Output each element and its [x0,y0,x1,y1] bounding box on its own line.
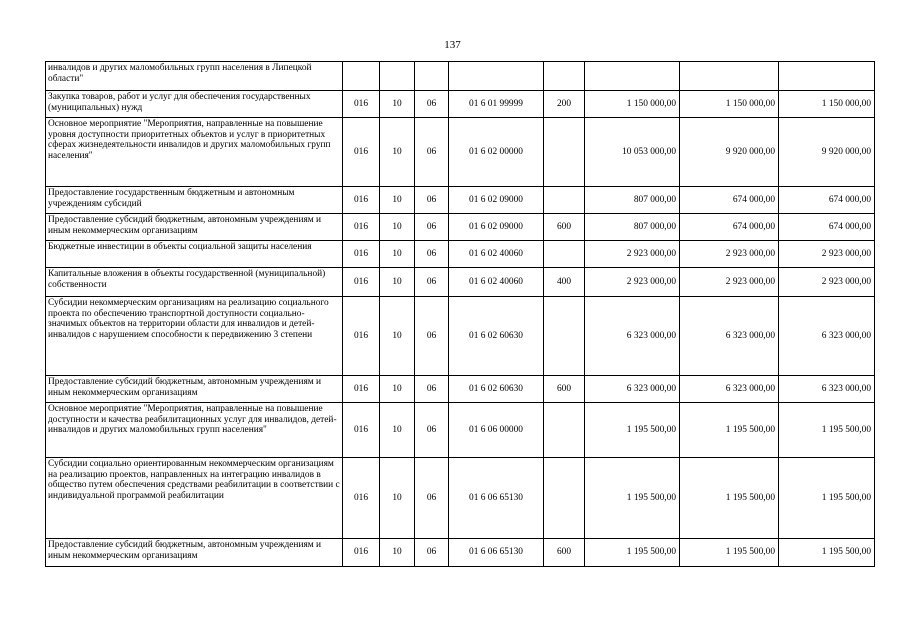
subsection-cell: 06 [415,268,449,297]
target-article-cell: 01 6 02 60630 [449,376,544,403]
amount-year1-cell: 10 053 000,00 [585,118,680,187]
amount-year2-cell: 6 323 000,00 [680,297,779,376]
amount-year2-cell: 1 150 000,00 [680,91,779,118]
table-row [46,62,875,91]
target-article-cell: 01 6 06 65130 [449,458,544,539]
table-row [46,91,875,118]
subsection-cell: 06 [415,376,449,403]
amount-year3-cell: 9 920 000,00 [779,118,875,187]
expense-name-cell: Предоставление государственным бюджетным и автономным учреждениям субсидий [46,187,343,214]
target-article-cell: 01 6 02 40060 [449,268,544,297]
ministry-code-cell: 016 [343,403,380,458]
target-article-cell: 01 6 02 40060 [449,241,544,268]
expense-type-cell: 600 [544,539,585,567]
expense-name-cell: Бюджетные инвестиции в объекты социальной защиты населения [46,241,343,268]
subsection-cell: 06 [415,118,449,187]
expense-name-cell: Основное мероприятие "Мероприятия, направленные на повышение доступности и качества реабилитационных услуг для инвалидов, детей-инвалидов и других маломобильных групп населения" [46,403,343,458]
expense-name-cell: Субсидии социально ориентированным некоммерческим организациям на реализацию проектов, направленных на интеграцию инвалидов в общество путем обеспечения средствами реабилитации в соответствии с индивидуальной программой реабилитации [46,458,343,539]
target-article-cell: 01 6 01 99999 [449,91,544,118]
amount-year3-cell: 2 923 000,00 [779,268,875,297]
table-row [46,458,875,539]
amount-year1-cell [585,62,680,91]
expense-name-cell: Предоставление субсидий бюджетным, автономным учреждениям и иным некоммерческим организациям [46,539,343,567]
amount-year3-cell: 1 195 500,00 [779,403,875,458]
expense-type-cell [544,458,585,539]
subsection-cell: 06 [415,187,449,214]
amount-year3-cell: 6 323 000,00 [779,297,875,376]
table-row [46,376,875,403]
amount-year2-cell [680,62,779,91]
table-row [46,187,875,214]
section-cell: 10 [380,539,415,567]
section-cell: 10 [380,91,415,118]
amount-year1-cell: 2 923 000,00 [585,241,680,268]
expense-type-cell [544,297,585,376]
expense-type-cell: 400 [544,268,585,297]
section-cell: 10 [380,241,415,268]
section-cell: 10 [380,214,415,241]
expense-name-cell: Закупка товаров, работ и услуг для обеспечения государственных (муниципальных) нужд [46,91,343,118]
target-article-cell: 01 6 02 60630 [449,297,544,376]
table-row [46,241,875,268]
subsection-cell: 06 [415,241,449,268]
target-article-cell: 01 6 02 09000 [449,187,544,214]
amount-year1-cell: 6 323 000,00 [585,376,680,403]
ministry-code-cell: 016 [343,241,380,268]
expense-name-cell: Субсидии некоммерческим организациям на реализацию социального проекта по обеспечению транспортной доступности социально-значимых объектов на территории области для инвалидов и детей-инвалидов с нарушением способности к передвижению 3 степени [46,297,343,376]
table-row [46,297,875,376]
subsection-cell: 06 [415,539,449,567]
amount-year1-cell: 1 195 500,00 [585,539,680,567]
subsection-cell: 06 [415,214,449,241]
subsection-cell: 06 [415,91,449,118]
expense-type-cell [544,187,585,214]
amount-year2-cell: 2 923 000,00 [680,241,779,268]
amount-year3-cell: 1 150 000,00 [779,91,875,118]
table-row [46,268,875,297]
table-row [46,403,875,458]
target-article-cell [449,62,544,91]
amount-year3-cell [779,62,875,91]
target-article-cell: 01 6 06 65130 [449,539,544,567]
ministry-code-cell: 016 [343,118,380,187]
amount-year3-cell: 674 000,00 [779,187,875,214]
expense-type-cell: 600 [544,376,585,403]
amount-year2-cell: 1 195 500,00 [680,403,779,458]
amount-year2-cell: 2 923 000,00 [680,268,779,297]
expense-type-cell: 600 [544,214,585,241]
amount-year2-cell: 1 195 500,00 [680,458,779,539]
ministry-code-cell: 016 [343,268,380,297]
page-number: 137 [444,39,461,51]
target-article-cell: 01 6 02 09000 [449,214,544,241]
expense-name-cell: Предоставление субсидий бюджетным, автономным учреждениям и иным некоммерческим организациям [46,376,343,403]
section-cell [380,62,415,91]
expense-type-cell [544,118,585,187]
amount-year3-cell: 1 195 500,00 [779,458,875,539]
expense-type-cell [544,403,585,458]
ministry-code-cell [343,62,380,91]
amount-year1-cell: 807 000,00 [585,214,680,241]
section-cell: 10 [380,403,415,458]
amount-year2-cell: 9 920 000,00 [680,118,779,187]
expense-type-cell [544,241,585,268]
amount-year2-cell: 6 323 000,00 [680,376,779,403]
ministry-code-cell: 016 [343,91,380,118]
section-cell: 10 [380,458,415,539]
section-cell: 10 [380,297,415,376]
amount-year2-cell: 1 195 500,00 [680,539,779,567]
amount-year1-cell: 1 150 000,00 [585,91,680,118]
amount-year3-cell: 1 195 500,00 [779,539,875,567]
expense-name-cell: инвалидов и других маломобильных групп населения в Липецкой области" [46,62,343,91]
subsection-cell [415,62,449,91]
amount-year1-cell: 807 000,00 [585,187,680,214]
amount-year3-cell: 6 323 000,00 [779,376,875,403]
ministry-code-cell: 016 [343,297,380,376]
amount-year3-cell: 2 923 000,00 [779,241,875,268]
amount-year2-cell: 674 000,00 [680,187,779,214]
subsection-cell: 06 [415,403,449,458]
section-cell: 10 [380,118,415,187]
ministry-code-cell: 016 [343,376,380,403]
expense-type-cell [544,62,585,91]
expense-type-cell: 200 [544,91,585,118]
amount-year1-cell: 2 923 000,00 [585,268,680,297]
ministry-code-cell: 016 [343,539,380,567]
subsection-cell: 06 [415,297,449,376]
target-article-cell: 01 6 02 00000 [449,118,544,187]
expense-name-cell: Капитальные вложения в объекты государственной (муниципальной) собственности [46,268,343,297]
section-cell: 10 [380,268,415,297]
amount-year3-cell: 674 000,00 [779,214,875,241]
table-row [46,214,875,241]
budget-table [45,61,875,567]
table-row [46,539,875,567]
ministry-code-cell: 016 [343,187,380,214]
expense-name-cell: Предоставление субсидий бюджетным, автономным учреждениям и иным некоммерческим организациям [46,214,343,241]
amount-year1-cell: 1 195 500,00 [585,403,680,458]
expense-name-cell: Основное мероприятие "Мероприятия, направленные на повышение уровня доступности приоритетных объектов и услуг в приоритетных сферах жизнедеятельности инвалидов и других маломобильных групп населения" [46,118,343,187]
section-cell: 10 [380,187,415,214]
ministry-code-cell: 016 [343,458,380,539]
amount-year1-cell: 6 323 000,00 [585,297,680,376]
amount-year2-cell: 674 000,00 [680,214,779,241]
table-row [46,118,875,187]
ministry-code-cell: 016 [343,214,380,241]
subsection-cell: 06 [415,458,449,539]
target-article-cell: 01 6 06 00000 [449,403,544,458]
section-cell: 10 [380,376,415,403]
amount-year1-cell: 1 195 500,00 [585,458,680,539]
